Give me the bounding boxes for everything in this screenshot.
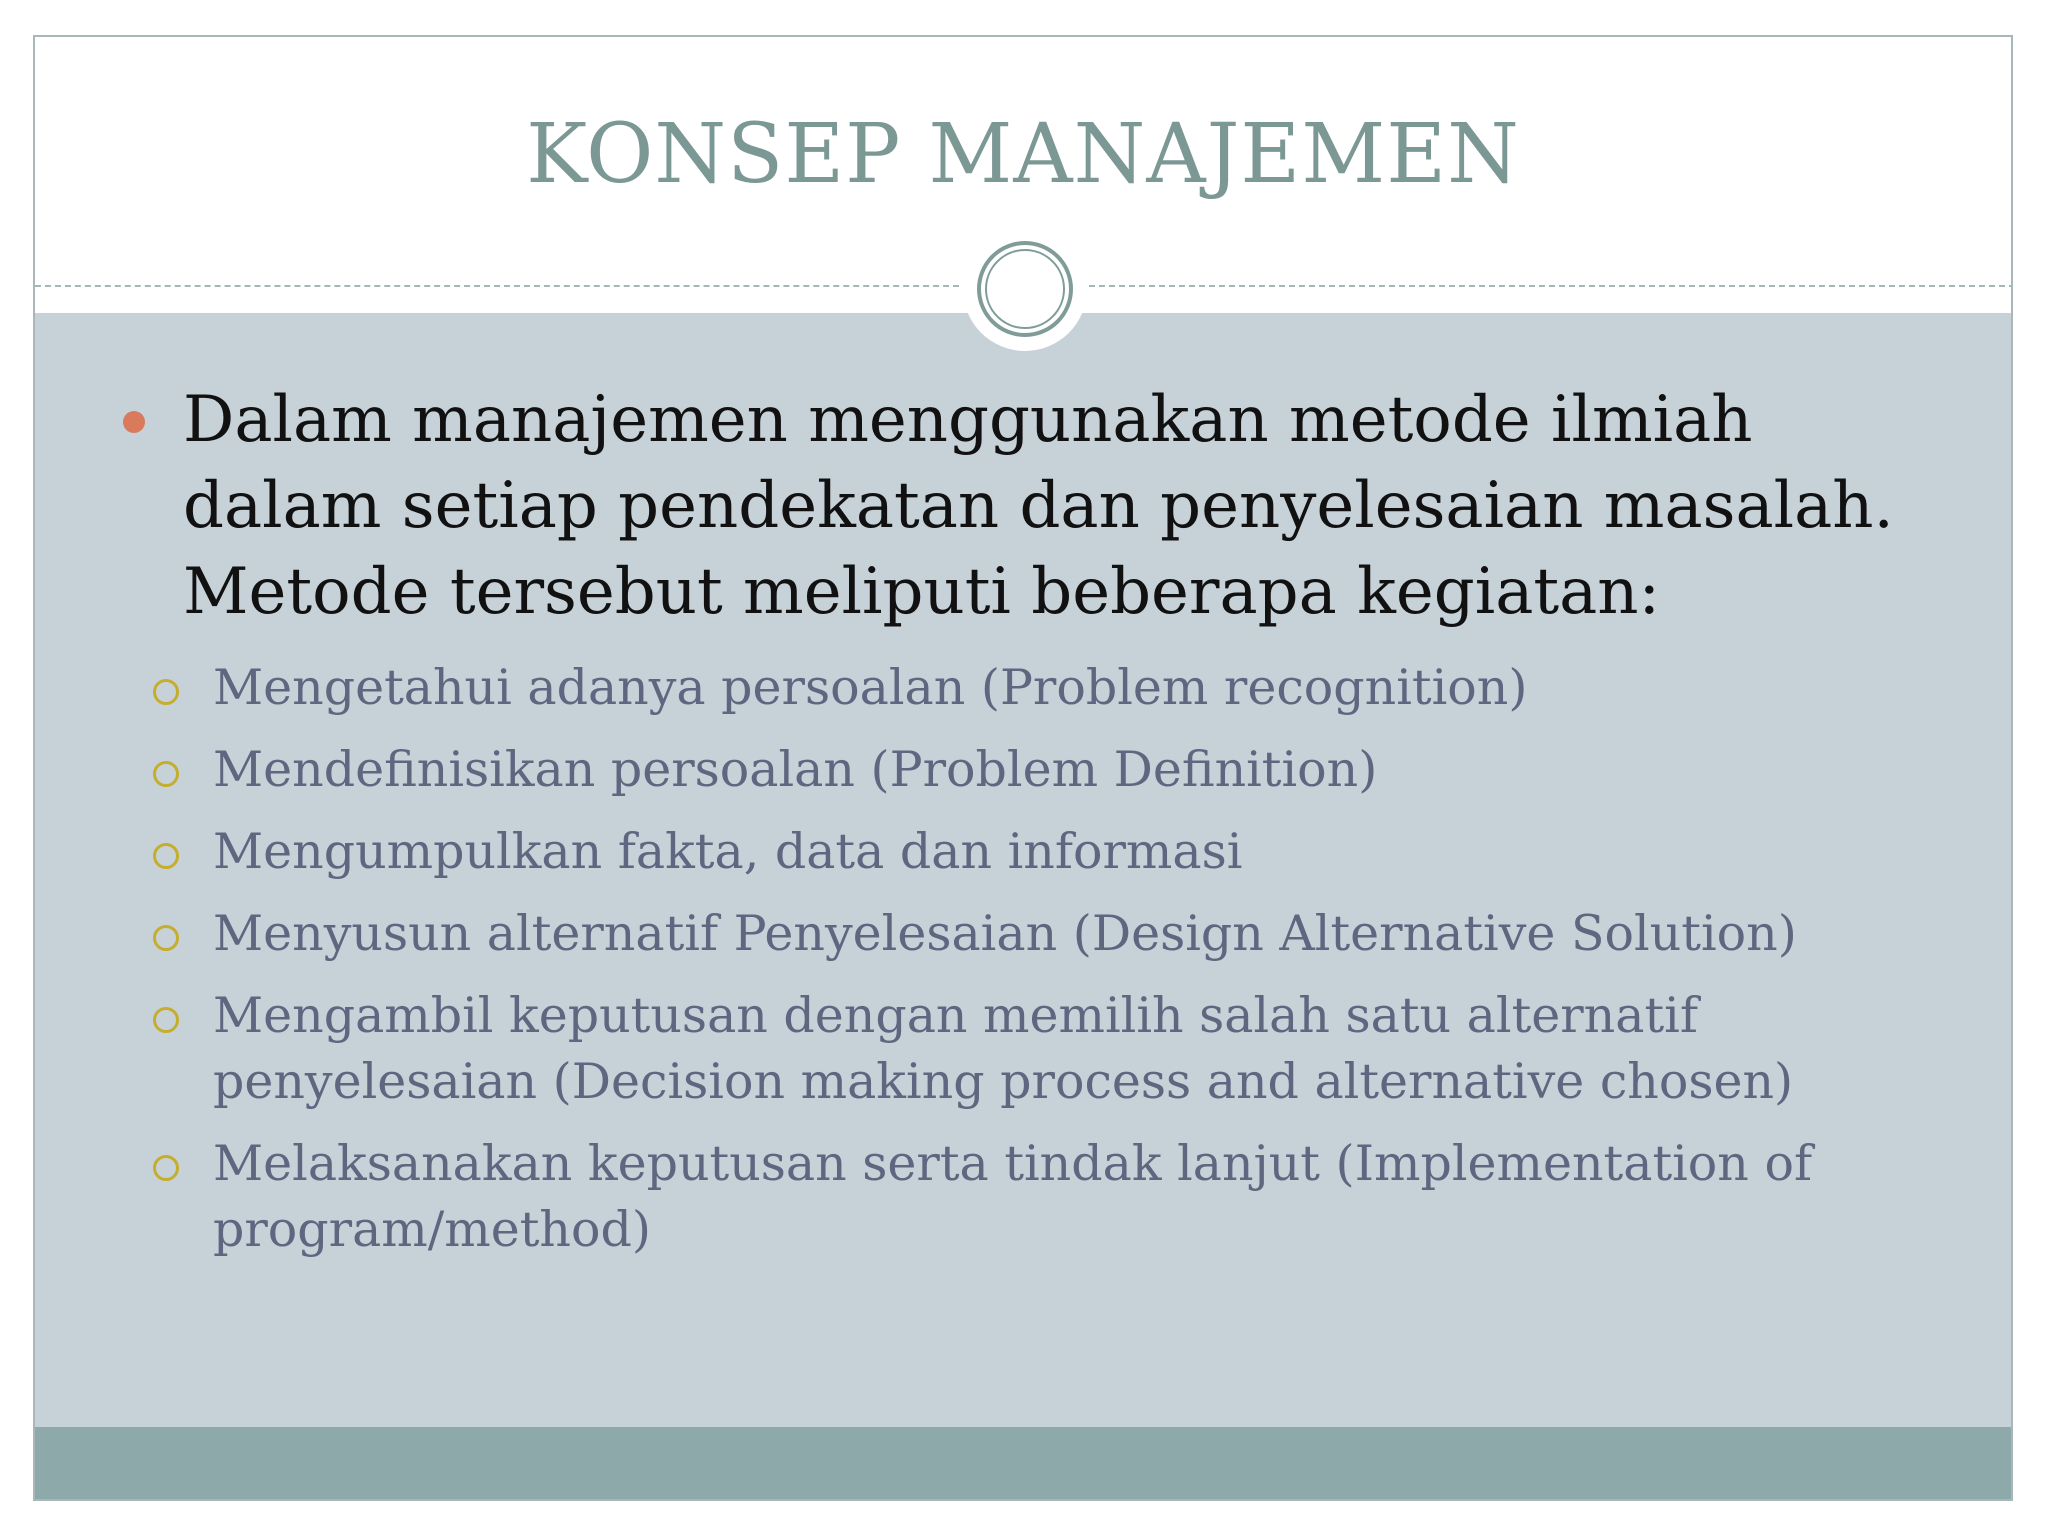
sub-bullet-item [153, 901, 1913, 967]
sub-bullet-item [153, 983, 1913, 1115]
sub-bullet-text: Melaksanakan keputusan serta tindak lanjut (Implementation of program/method) [213, 1135, 1813, 1258]
sub-bullet-list [153, 655, 1913, 1279]
sub-bullet-item [153, 819, 1913, 885]
hollow-circle-bullet-icon [153, 1007, 179, 1033]
sub-bullet-item [153, 1131, 1913, 1263]
hollow-circle-bullet-icon [153, 843, 179, 869]
sub-bullet-text: Mengumpulkan fakta, data dan informasi [213, 823, 1243, 880]
bullet-dot-icon [123, 411, 145, 433]
sub-bullet-item [153, 655, 1913, 721]
main-bullet-text: Dalam manajemen menggunakan metode ilmiah dalam setiap pendekatan dan penyelesaian masalah. Metode tersebut meliputi beberapa kegiatan: [183, 383, 1894, 629]
sub-bullet-text: Mengambil keputusan dengan memilih salah satu alternatif penyelesaian (Decision making process and alternative chosen) [213, 987, 1794, 1110]
main-bullet-point [95, 377, 1955, 635]
footer-bar [35, 1427, 2011, 1499]
hollow-circle-bullet-icon [153, 679, 179, 705]
hollow-circle-bullet-icon [153, 761, 179, 787]
title-divider-right [1089, 285, 2013, 287]
sub-bullet-text: Mendefinisikan persoalan (Problem Definition) [213, 741, 1378, 798]
hollow-circle-bullet-icon [153, 1155, 179, 1181]
inner-ring-icon [985, 249, 1065, 329]
title-divider-left [35, 285, 959, 287]
slide-title: KONSEP MANAJEMEN [526, 107, 1520, 202]
sub-bullet-text: Menyusun alternatif Penyelesaian (Design Alternative Solution) [213, 905, 1797, 962]
presentation-slide [33, 35, 2013, 1501]
hollow-circle-bullet-icon [153, 925, 179, 951]
sub-bullet-text: Mengetahui adanya persoalan (Problem recognition) [213, 659, 1528, 716]
decorative-circle-icon [963, 227, 1087, 351]
sub-bullet-item [153, 737, 1913, 803]
